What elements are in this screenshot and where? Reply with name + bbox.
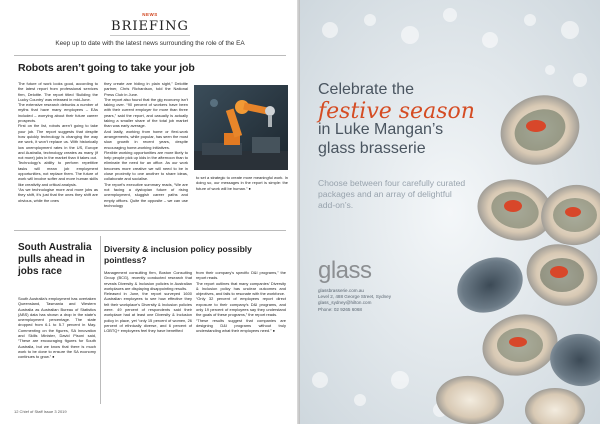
robots-paragraph: And lastly, working from home or flexi-work arrangements, while popular, has seen the most slow growth in recent years, despite encouraging home-working initiatives. bbox=[104, 128, 188, 150]
robots-paragraph: The extensive research debunks a number of myths that have many employees – EAs included – worrying about their future career prospects. bbox=[18, 102, 98, 124]
south-australia-body bbox=[18, 296, 96, 360]
robots-paragraph: to set a strategic to create more meaningful work. In doing so, our messages in the report is simple: the future of work will be human.” ● bbox=[196, 175, 288, 191]
ad-description: Choose between four carefully curated packages and an array of delightful add-on’s. bbox=[318, 178, 466, 210]
website-link[interactable]: glassbrasserie.com.au bbox=[318, 288, 364, 293]
south-australia-paragraph: South Australia’s employment has overtaken Queensland, Tasmania and Western Australia as Australian Bureau of Statistics (ABS) data has shown a drop in the state’s unemployment percentage. The state dropped from 6.1 to 5.7 percent in May. Commenting on the figures, SA Innovation and Skills Minister, David Pisoni said, “These are encouraging figures for South Australia, but we know that there is much work to be done to ensure the SA economy continues to grow.” ● bbox=[18, 296, 96, 360]
diversity-column-1 bbox=[104, 270, 192, 334]
diversity-paragraph: Released in June, the report surveyed 1600 Australian employees to see how effective they felt their workplace’s Diversity & Inclusion policies were. 49 percent of respondents said their workplace had at least one Diversity & Inclusion policy in place, yet “only 15 percent of women, 26 percent of ethnically diverse, and 6 percent of LGBTQ+ employees feel they have benefited bbox=[104, 291, 192, 334]
page-folio: 12 Chief of Staff Issue 3 2019 bbox=[14, 409, 67, 414]
robots-paragraph: Flexible working opportunities are more likely to help people pick up kids in the afternoon than to eliminate the need for an office. As our work becomes more creative we will need to be in close proximity to one another to share ideas, collaborate and socialise. bbox=[104, 149, 188, 182]
diversity-headline: Diversity & inclusion policy possibly pointless? bbox=[104, 244, 252, 265]
address-text: Level 2, 488 George Street, Sydney bbox=[318, 294, 392, 300]
ad-headline-line-4: glass brasserie bbox=[318, 140, 426, 157]
title-divider bbox=[110, 35, 190, 36]
oysters-photo bbox=[300, 0, 600, 424]
section-divider bbox=[14, 230, 286, 231]
robots-paragraph: The report also found that the gig economy isn’t taking over. “90 percent of workers have been with their current employer for more than three years,” said the report, and casually is actually taking a smaller share of the total job market than was early average. bbox=[104, 96, 188, 129]
diversity-paragraph: “These results suggest that companies are designing D&I programs without truly understanding what their employees need.” ● bbox=[196, 317, 286, 334]
page-subtitle: Keep up to date with the latest news surrounding the role of the EA bbox=[55, 40, 245, 47]
ad-headline-line-2: festive season bbox=[318, 99, 475, 124]
diversity-paragraph: The report outlines that many companies’ Diversity & Inclusion policy has unclear outcomes and objectives, and fails to resonate with the workforce. bbox=[196, 280, 286, 297]
robots-paragraph: they create are hiding in plain sight,” Deloitte partner, Chris Richardson, told the National Press Club in June. bbox=[104, 81, 188, 97]
robots-paragraph: Technology’s ability to perform repetitive tasks will mean job employment opportunities, not replace them. The future of work will involve softer and more human skills like creativity and critical analysis. bbox=[18, 160, 98, 187]
diversity-column-2 bbox=[196, 270, 286, 334]
column-divider bbox=[100, 236, 101, 404]
glass-logo: glass bbox=[318, 257, 372, 284]
section-label: NEWS bbox=[142, 12, 158, 17]
ad-headline-line-3: in Luke Mangan’s bbox=[318, 121, 444, 138]
page-title: BRIEFING bbox=[111, 19, 189, 34]
robots-paragraph: “As we technologise more and more jobs as they shift, it’s just that the ones they shift are obvious, while the ones bbox=[18, 186, 98, 203]
robots-column-2 bbox=[104, 81, 188, 208]
robot-arm-illustration bbox=[194, 85, 288, 170]
section-divider bbox=[14, 55, 286, 56]
ad-contact-block bbox=[318, 288, 391, 313]
diversity-paragraph: “Only 32 percent of employees report direct exposure to their company’s D&I programs, and only 19 percent of employees say they understand the goals of these programs,” the report reads. bbox=[196, 296, 286, 318]
ad-headline-line-1: Celebrate the bbox=[318, 81, 415, 98]
phone-text: Phone: 02 9265 6068 bbox=[318, 306, 362, 312]
advertisement-page bbox=[300, 0, 600, 424]
robots-paragraph: First on the list, robots aren’t going to take your job. The report suggests that despite how quickly technology is changing the way we work, it won’t replace us. With historically low unemployment rates in the US, Europe and Australia, technology creates as many (if not more) jobs in the market than it takes out. bbox=[18, 123, 98, 161]
robots-paragraph: The report’s executive summary reads, “We are not facing a dystopian future of rising unemployment, sluggish career paths and empty offices. Quite the opposite – we can use technology bbox=[104, 181, 188, 208]
diversity-paragraph: from their company’s specific D&I programs,” the report reads. bbox=[196, 270, 286, 281]
robots-column-1 bbox=[18, 81, 98, 203]
robots-column-3 bbox=[196, 175, 288, 191]
robots-paragraph: The future of work looks good, according to the latest report from professional services firm, Deloitte. The report titled ‘Building the Lucky Country’ was released in mid-June. bbox=[18, 81, 98, 102]
diversity-paragraph: Management consulting firm, Boston Consulting Group (BCG), recently conducted research that reveals Diversity & Inclusion policies in Australian workplaces are displaying disappointing results. bbox=[104, 270, 192, 291]
robots-headline: Robots aren’t going to take your job bbox=[18, 62, 195, 74]
south-australia-headline: South Australia pulls ahead in jobs race bbox=[18, 242, 92, 277]
email-link[interactable]: glass_sydney@hilton.com bbox=[318, 300, 372, 306]
robot-arm-photo bbox=[194, 85, 288, 170]
